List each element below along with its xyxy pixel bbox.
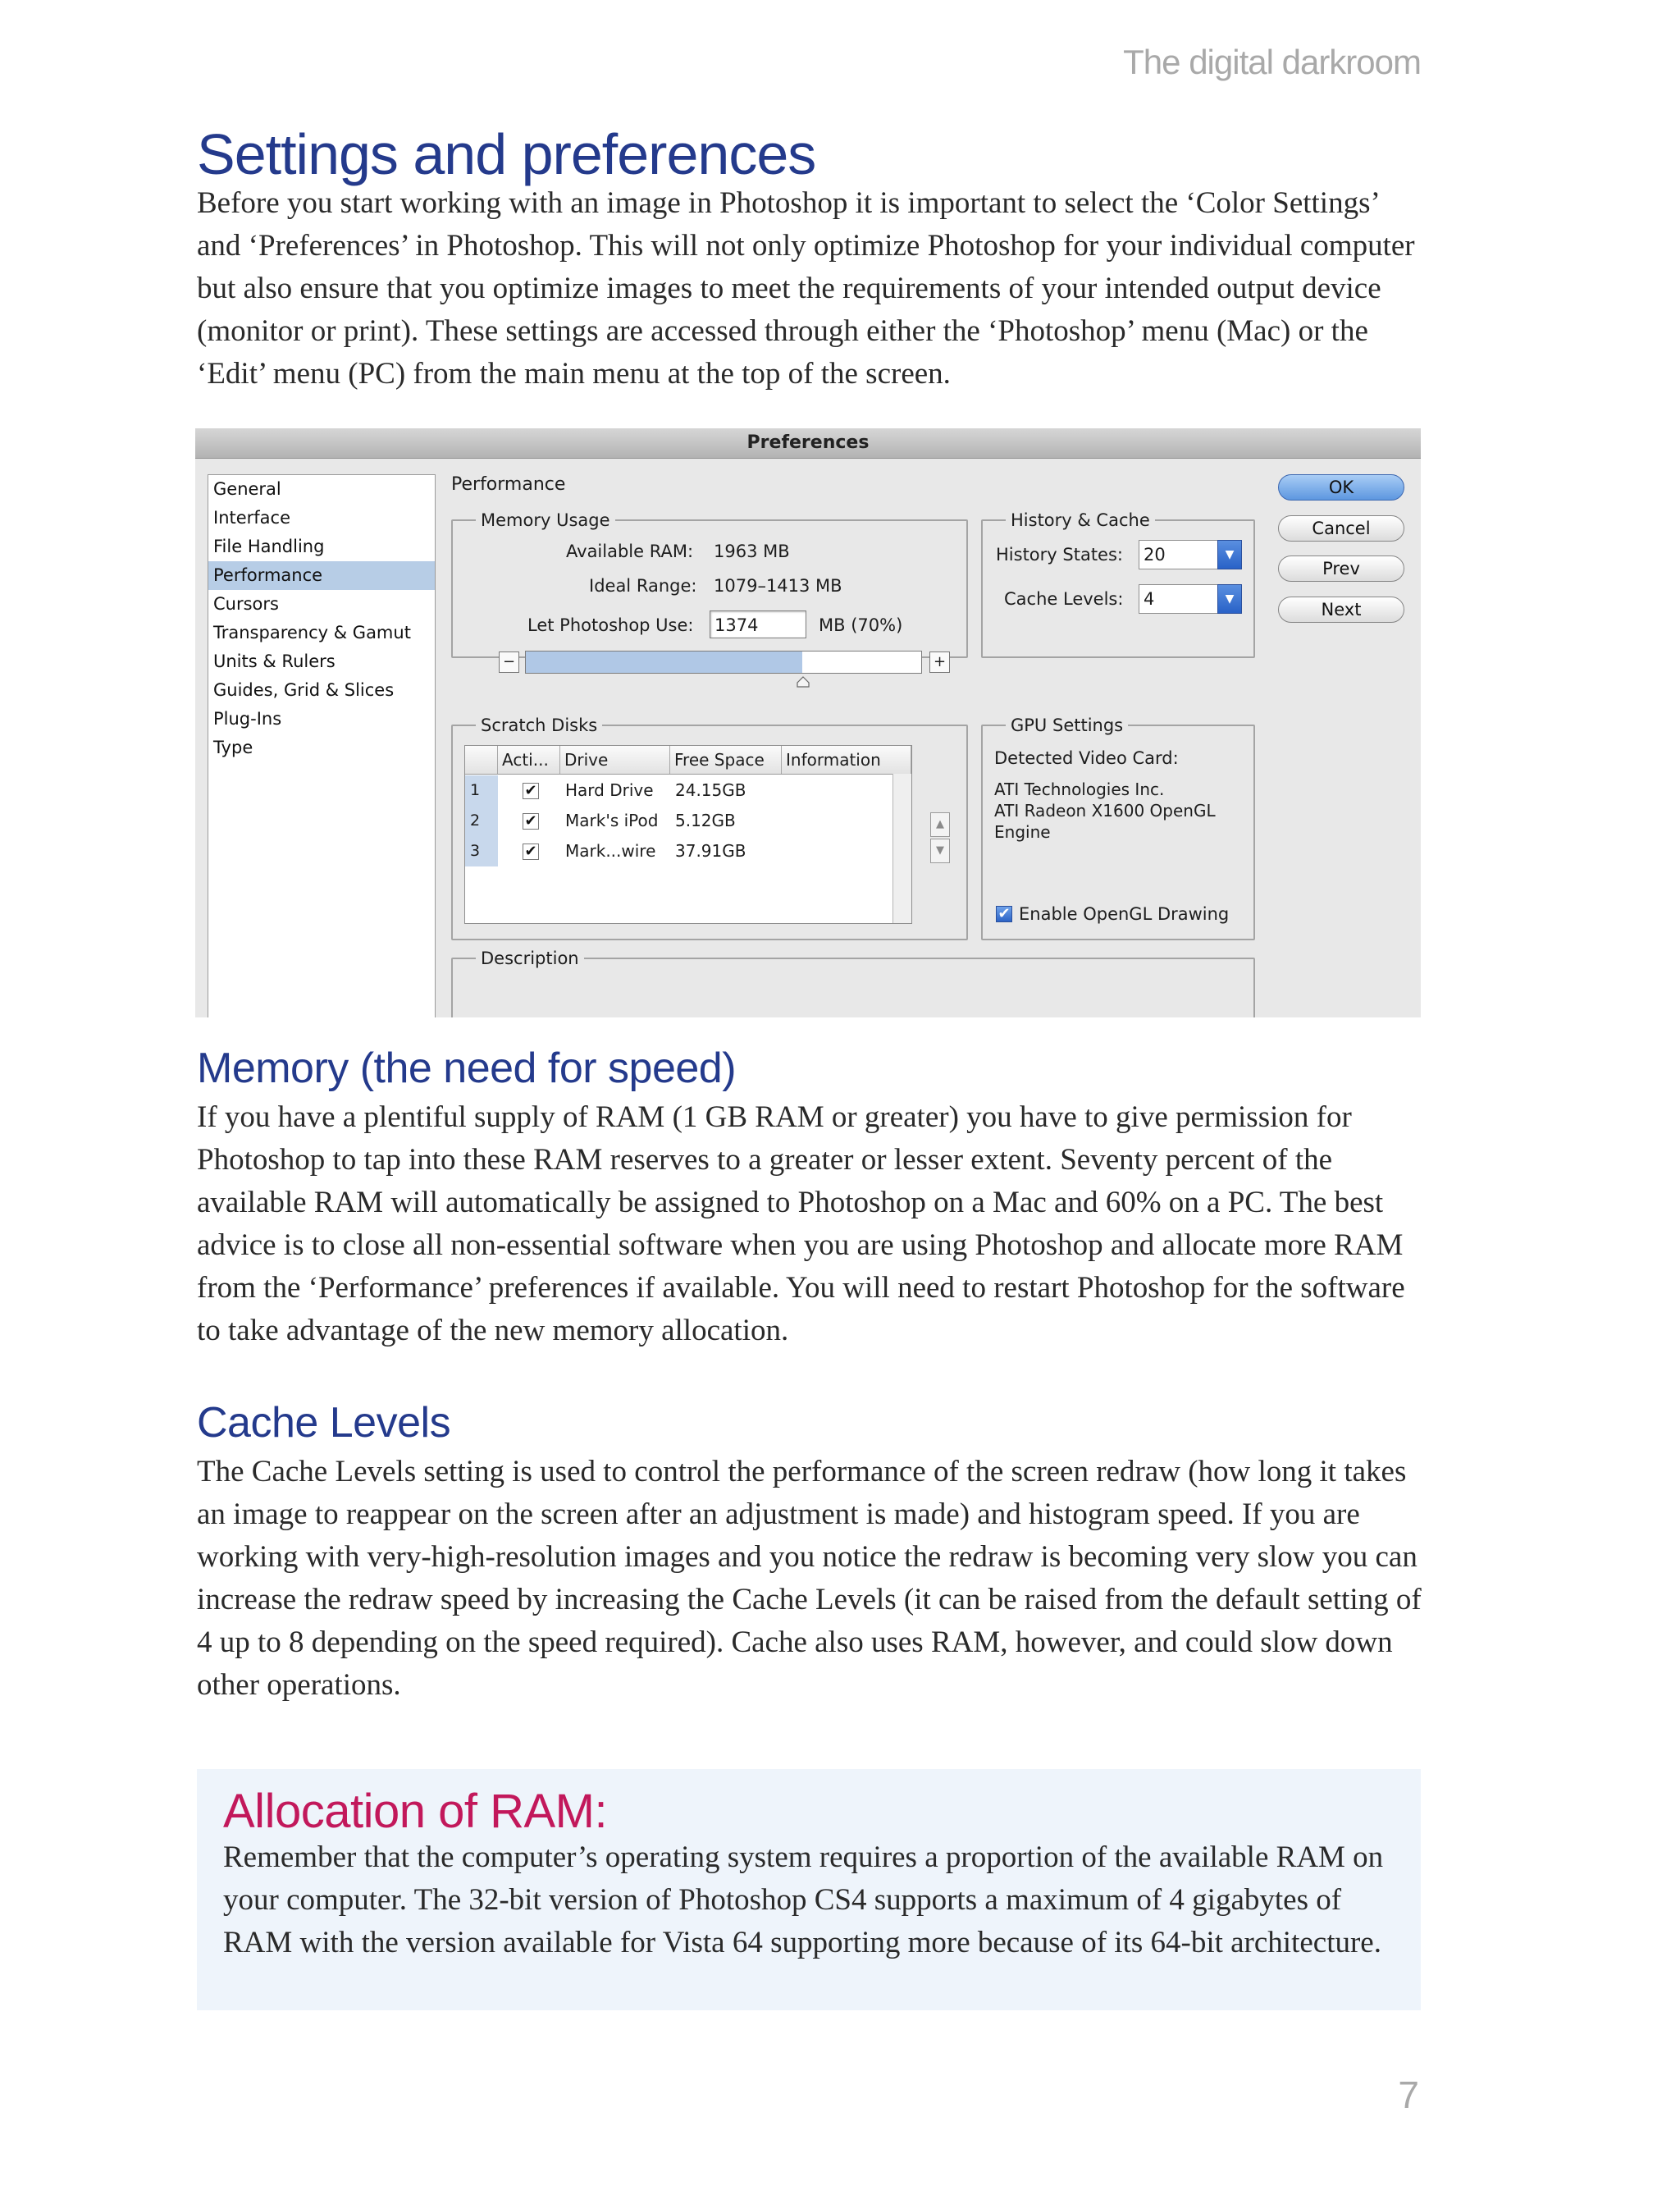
ram-slider-thumb[interactable]	[797, 676, 810, 688]
move-up-arrow-icon[interactable]: ▲	[930, 812, 950, 837]
cache-levels-label: Cache Levels:	[1004, 589, 1124, 609]
row-active-checkbox[interactable]: ✔	[523, 844, 539, 860]
category-item-cursors[interactable]: Cursors	[213, 594, 279, 614]
row-free-space: 24.15GB	[675, 780, 746, 800]
gpu-card-name: ATI Radeon X1600 OpenGL	[994, 801, 1216, 821]
row-number: 2	[465, 806, 498, 836]
gpu-vendor: ATI Technologies Inc.	[994, 780, 1165, 799]
category-list[interactable]	[208, 474, 436, 1017]
category-item-interface[interactable]: Interface	[213, 508, 291, 528]
ram-slider-fill	[526, 652, 802, 673]
table-row[interactable]	[465, 836, 892, 866]
ram-amount-input[interactable]: 1374	[710, 610, 806, 638]
prev-button[interactable]: Prev	[1278, 556, 1404, 582]
row-number: 3	[465, 836, 498, 866]
ram-increase-button[interactable]: +	[929, 652, 950, 673]
history-cache-legend: History & Cache	[1011, 510, 1150, 530]
gpu-card-name-continued: Engine	[994, 822, 1051, 842]
preferences-dialog	[195, 428, 1421, 1017]
disk-order-arrows[interactable]	[930, 812, 950, 865]
gpu-settings-legend: GPU Settings	[1011, 716, 1124, 735]
scratch-disks-legend: Scratch Disks	[481, 716, 598, 735]
ram-percent-label: MB (70%)	[819, 615, 903, 635]
scratch-disks-scrollbar[interactable]	[892, 774, 911, 923]
ideal-range-value: 1079–1413 MB	[714, 576, 842, 596]
cache-levels-dropdown-icon[interactable]: ▼	[1217, 584, 1242, 614]
category-item-transparency-gamut[interactable]: Transparency & Gamut	[213, 623, 411, 642]
move-down-arrow-icon[interactable]: ▼	[930, 839, 950, 863]
pane-title: Performance	[451, 474, 566, 495]
history-states-label: History States:	[996, 545, 1123, 565]
column-header-information[interactable]: Information	[782, 746, 911, 774]
category-item-performance[interactable]: Performance	[208, 561, 435, 590]
description-legend: Description	[481, 949, 579, 968]
cache-levels-heading: Cache Levels	[197, 1399, 451, 1447]
available-ram-value: 1963 MB	[714, 542, 790, 561]
cache-levels-paragraph: The Cache Levels setting is used to control the performance of the screen redraw (how long it takes an image to reappear on the screen after an adjustment is made) and histogram speed. If you are working with very-high-resolution images and you notice the redraw is becoming very slow you can increase the redraw speed by increasing the Cache Levels (it can be raised from the default setting of 4 up to 8 depending on the speed required). Cache also uses RAM, however, and could slow down other operations.	[197, 1455, 1422, 1702]
cache-levels-select[interactable]	[1139, 584, 1242, 614]
history-states-value: 20	[1139, 540, 1242, 569]
column-header-free-space[interactable]: Free Space	[670, 746, 782, 774]
let-photoshop-use-label: Let Photoshop Use:	[527, 615, 694, 635]
ideal-range-label: Ideal Range:	[589, 576, 697, 596]
history-states-select[interactable]	[1139, 540, 1242, 569]
row-drive: Hard Drive	[565, 780, 654, 800]
category-item-file-handling[interactable]: File Handling	[213, 537, 325, 556]
enable-opengl-checkbox[interactable]: ✔	[996, 906, 1012, 922]
category-item-type[interactable]: Type	[213, 738, 253, 757]
table-row[interactable]	[465, 775, 892, 806]
category-item-units-rulers[interactable]: Units & Rulers	[213, 652, 336, 671]
row-free-space: 37.91GB	[675, 841, 746, 861]
table-row[interactable]	[465, 806, 892, 836]
page-title: Settings and preferences	[197, 122, 816, 186]
dialog-titlebar[interactable]: Preferences	[195, 428, 1421, 459]
next-button[interactable]: Next	[1278, 597, 1404, 623]
category-item-guides-grid-slices[interactable]: Guides, Grid & Slices	[213, 680, 395, 700]
row-drive: Mark...wire	[565, 841, 656, 861]
column-header-active[interactable]: Acti...	[498, 746, 560, 774]
scratch-disks-table[interactable]	[464, 745, 912, 924]
scratch-disks-header	[465, 746, 911, 775]
cache-levels-value: 4	[1139, 584, 1242, 614]
tip-body: Remember that the computer’s operating system requires a proportion of the available RAM on your computer. The 32-bit version of Photoshop CS4 supports a maximum of 4 gigabytes of RAM with the version available for Vista 64 supporting more because of its 64-bit architecture.	[223, 1840, 1384, 1959]
page-number: 7	[1398, 2073, 1419, 2116]
running-head: The digital darkroom	[1123, 43, 1421, 81]
ram-decrease-button[interactable]: −	[499, 652, 519, 673]
row-drive: Mark's iPod	[565, 811, 659, 830]
row-number: 1	[465, 775, 498, 806]
available-ram-label: Available RAM:	[566, 542, 694, 561]
column-header-drive[interactable]: Drive	[560, 746, 670, 774]
tip-box	[197, 1769, 1421, 2010]
cancel-button[interactable]: Cancel	[1278, 515, 1404, 542]
memory-heading: Memory (the need for speed)	[197, 1045, 737, 1092]
memory-paragraph: If you have a plentiful supply of RAM (1 GB RAM or greater) you have to give permission for Photoshop to tap into these RAM reserves to a greater or lesser extent. Seventy percent of the available RAM will automatically be assigned to Photoshop on a Mac and 60% on a PC. The best advice is to close all non-essential software when you are using Photoshop and allocate more RAM from the ‘Performance’ preferences if available. You will need to restart Photoshop for the software to take advantage of the new memory allocation.	[197, 1100, 1405, 1347]
description-group	[451, 949, 1255, 1017]
tip-title: Allocation of RAM:	[223, 1785, 608, 1838]
column-header-number	[465, 746, 498, 774]
memory-usage-legend: Memory Usage	[481, 510, 610, 530]
intro-paragraph: Before you start working with an image in Photoshop it is important to select the ‘Color Settings’ and ‘Preferences’ in Photoshop. This will not only optimize Photoshop for your individual computer but also ensure that you optimize images to meet the requirements of your intended output device (monitor or print). These settings are accessed through either the ‘Photoshop’ menu (Mac) or the ‘Edit’ menu (PC) from the main menu at the top of the screen.	[197, 186, 1415, 391]
row-active-checkbox[interactable]: ✔	[523, 813, 539, 830]
enable-opengl-label[interactable]: Enable OpenGL Drawing	[1019, 904, 1230, 924]
ok-button[interactable]: OK	[1278, 474, 1404, 501]
category-item-plug-ins[interactable]: Plug-Ins	[213, 709, 282, 729]
row-free-space: 5.12GB	[675, 811, 736, 830]
category-item-general[interactable]: General	[213, 479, 281, 499]
detected-video-card-label: Detected Video Card:	[994, 748, 1179, 768]
row-active-checkbox[interactable]: ✔	[523, 783, 539, 799]
ram-slider[interactable]	[525, 651, 922, 674]
history-states-dropdown-icon[interactable]: ▼	[1217, 540, 1242, 569]
